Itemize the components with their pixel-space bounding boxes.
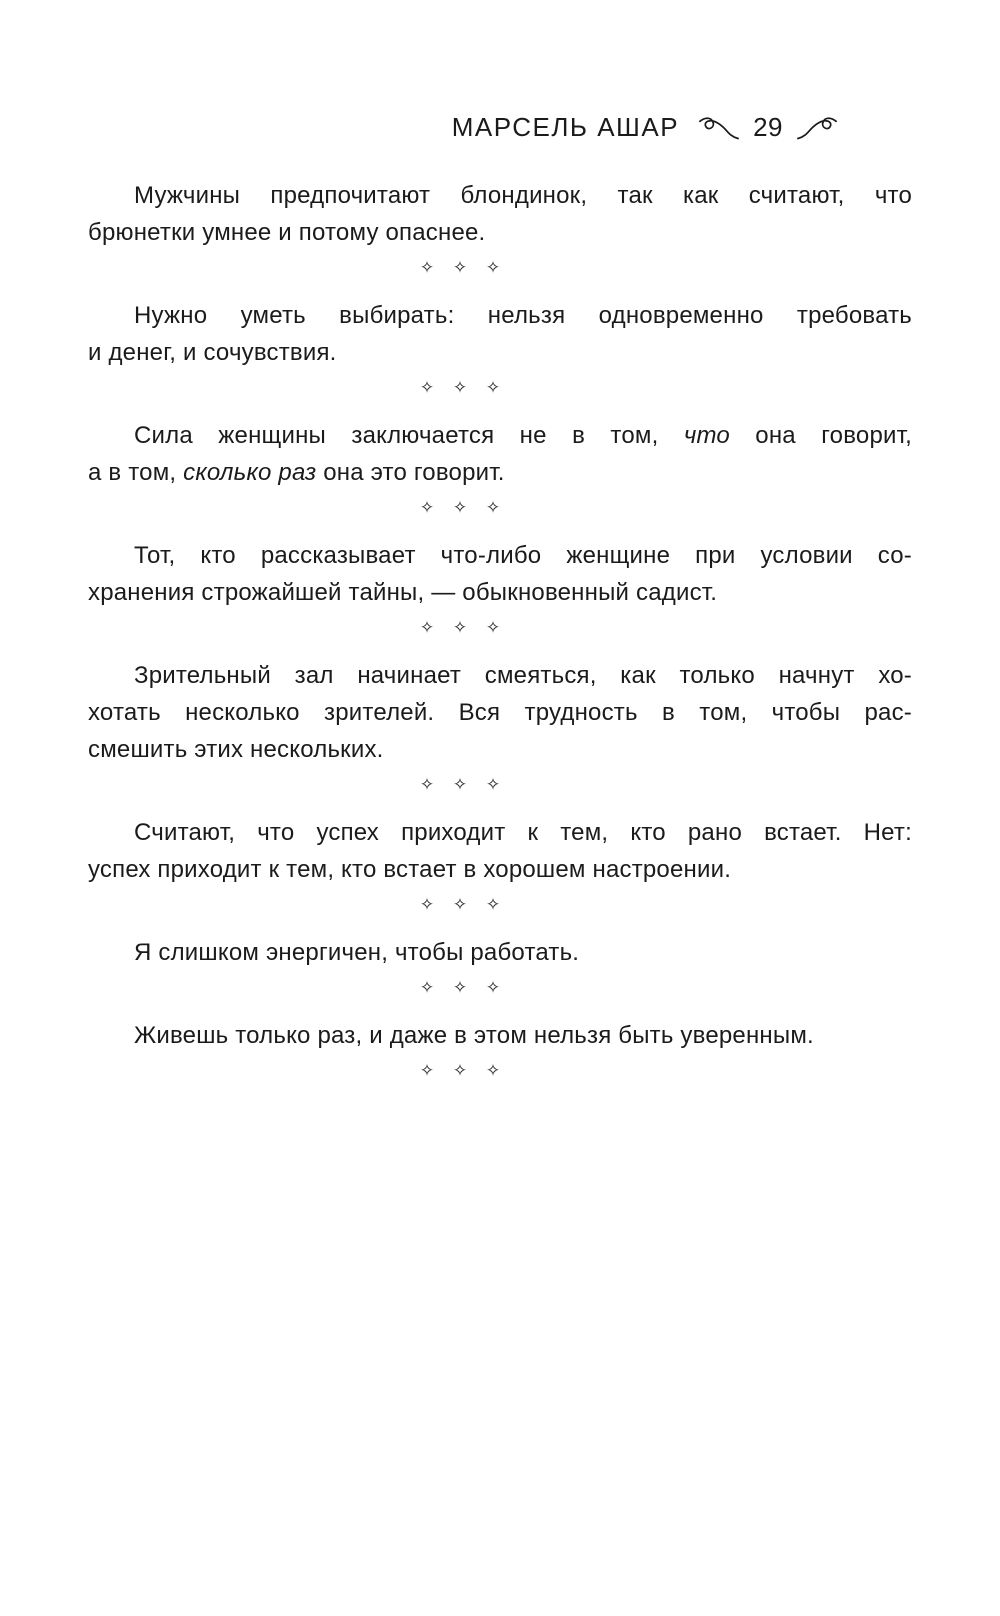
- aphorism-line: [88, 851, 912, 888]
- text-segment: Зрительный зал начинает смеяться, как только начнут хо-: [134, 662, 912, 689]
- aphorism-line: [88, 297, 912, 334]
- aphorism-paragraph: [88, 657, 912, 768]
- separator-ornament: [88, 611, 912, 636]
- page-number: 29: [753, 112, 783, 142]
- aphorism-line: [88, 537, 912, 574]
- aphorism-paragraph: [88, 934, 912, 971]
- flourish-icon: [796, 115, 838, 141]
- diamond-ornament-icon: ✧ ✧ ✧: [419, 978, 501, 997]
- aphorism-line: [88, 334, 912, 371]
- diamond-ornament-icon: ✧ ✧ ✧: [419, 618, 501, 637]
- aphorism-paragraph: [88, 177, 912, 251]
- separator-ornament: [88, 251, 912, 276]
- diamond-ornament-icon: ✧ ✧ ✧: [419, 1061, 501, 1080]
- separator-ornament: [88, 768, 912, 793]
- aphorism-line: [88, 657, 912, 694]
- text-segment: Мужчины предпочитают блондинок, так как считают, что: [134, 182, 912, 209]
- page-header: [88, 112, 912, 143]
- diamond-ornament-icon: ✧ ✧ ✧: [419, 378, 501, 397]
- text-segment: а в том,: [88, 459, 184, 486]
- text-segment: Считают, что успех приходит к тем, кто рано встает. Нет:: [134, 819, 912, 846]
- aphorism-paragraph: [88, 297, 912, 371]
- text-segment: хранения строжайшей тайны, — обыкновенный садист.: [88, 579, 718, 606]
- separator-ornament: [88, 888, 912, 913]
- aphorism-line: [88, 731, 912, 768]
- text-segment: Живешь только раз, и даже в этом нельзя быть уверенным.: [134, 1022, 814, 1049]
- separator-ornament: [88, 491, 912, 516]
- aphorism-paragraph: [88, 417, 912, 491]
- aphorism-paragraph: [88, 814, 912, 888]
- diamond-ornament-icon: ✧ ✧ ✧: [419, 258, 501, 277]
- text-segment: смешить этих нескольких.: [88, 736, 384, 763]
- aphorism-line: [88, 417, 912, 454]
- aphorism-line: [88, 934, 912, 971]
- text-segment: Тот, кто рассказывает что-либо женщине при условии со-: [134, 542, 912, 569]
- diamond-ornament-icon: ✧ ✧ ✧: [419, 895, 501, 914]
- separator-ornament: [88, 1054, 912, 1079]
- aphorism-paragraph: [88, 537, 912, 611]
- diamond-ornament-icon: ✧ ✧ ✧: [419, 498, 501, 517]
- text-segment: она это говорит.: [316, 459, 505, 486]
- diamond-ornament-icon: ✧ ✧ ✧: [419, 775, 501, 794]
- aphorism-line: [88, 1017, 912, 1054]
- separator-ornament: [88, 971, 912, 996]
- text-segment: хотать несколько зрителей. Вся трудность в том, чтобы рас-: [88, 699, 912, 726]
- aphorism-line: [88, 694, 912, 731]
- aphorism-list: [88, 177, 912, 1079]
- author-name: МАРСЕЛЬ АШАР: [451, 112, 680, 142]
- aphorism-line: [88, 814, 912, 851]
- separator-ornament: [88, 371, 912, 396]
- text-segment: Я слишком энергичен, чтобы работать.: [134, 939, 580, 966]
- text-segment: брюнетки умнее и потому опаснее.: [88, 219, 486, 246]
- aphorism-line: [88, 177, 912, 214]
- text-segment: она говорит,: [729, 422, 912, 449]
- text-segment: и денег, и сочувствия.: [88, 339, 337, 366]
- emphasized-text: сколько раз: [183, 459, 317, 486]
- aphorism-line: [88, 214, 912, 251]
- aphorism-line: [88, 454, 912, 491]
- aphorism-line: [88, 574, 912, 611]
- emphasized-text: что: [683, 422, 730, 449]
- aphorism-paragraph: [88, 1017, 912, 1054]
- text-segment: Нужно уметь выбирать: нельзя одновременно требовать: [134, 302, 912, 329]
- text-segment: Сила женщины заключается не в том,: [134, 422, 684, 449]
- flourish-icon: [698, 115, 740, 141]
- text-segment: успех приходит к тем, кто встает в хорошем настроении.: [88, 856, 732, 883]
